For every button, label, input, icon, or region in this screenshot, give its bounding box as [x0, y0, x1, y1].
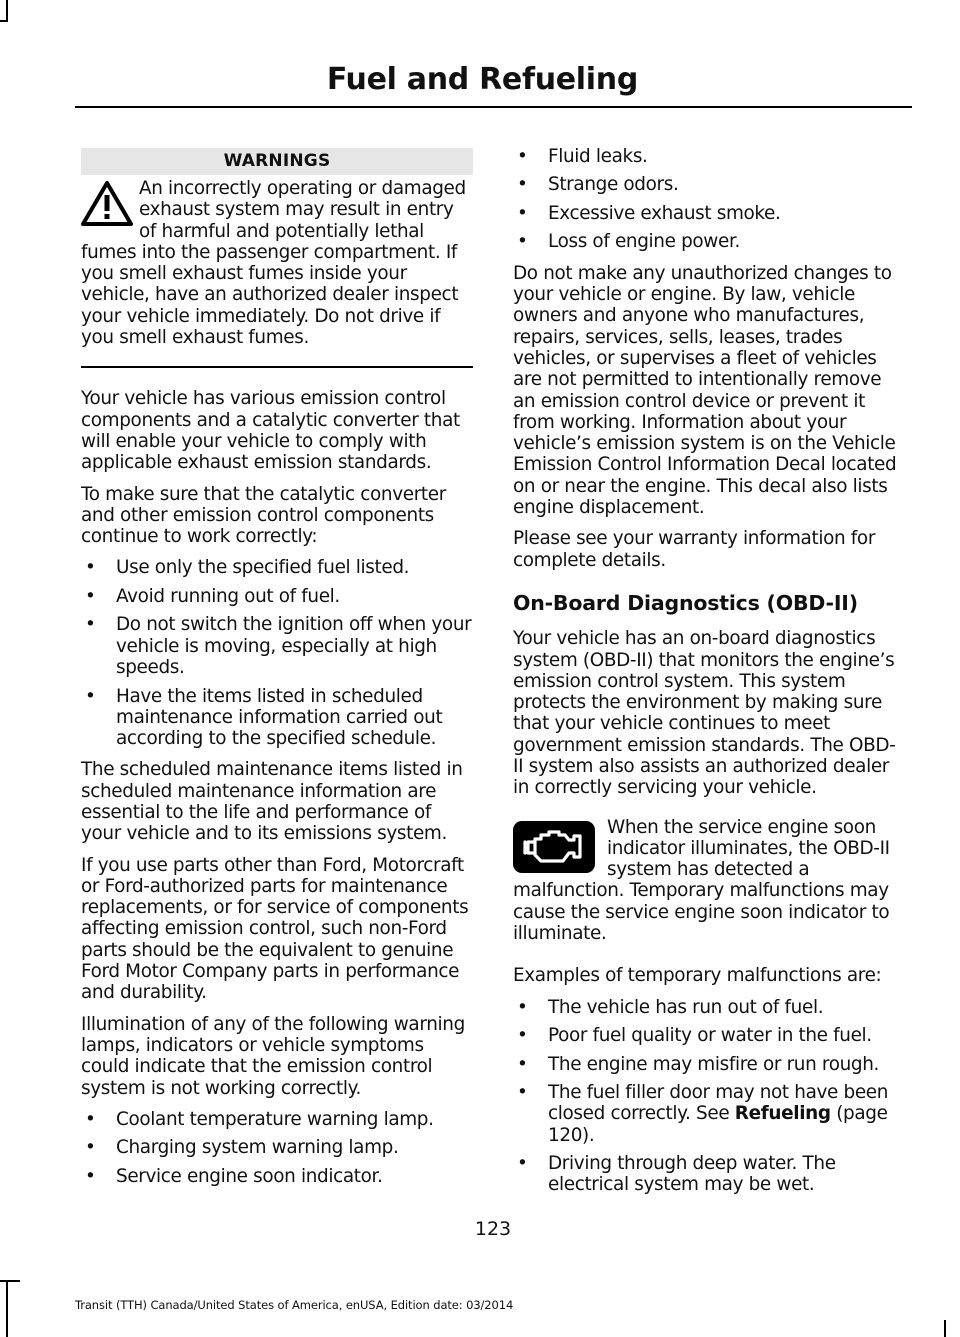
right-column [513, 146, 905, 1206]
paragraph: Please see your warranty information for complete details. [513, 528, 876, 571]
paragraph: Examples of temporary malfunctions are: [513, 965, 882, 987]
list-item: • Do not switch the ignition off when your vehicle is moving, especially at high speeds. [81, 614, 473, 678]
paragraph: If you use parts other than Ford, Motorcraft or Ford-authorized parts for maintenance replacements, or for service of components affecting emission control, such non-Ford parts should be the equivalent to genuine Ford Motor Company parts in performance and durability. [81, 854, 469, 1004]
list-item: • Service engine soon indicator. [81, 1166, 473, 1187]
crop-mark [944, 1320, 946, 1337]
paragraph: Illumination of any of the following warning lamps, indicators or vehicle symptoms could indicate that the emission control system is not working correctly. [81, 1013, 465, 1099]
list-item: • Coolant temperature warning lamp. [81, 1109, 473, 1130]
crop-mark [0, 20, 8, 22]
section-heading: On-Board Diagnostics (OBD-II) [513, 590, 858, 615]
warning-text: An incorrectly operating or damaged exhaust system may result in entry of harmful and potentially lethal fumes into the passenger compartment. If you smell exhaust fumes inside your vehicle, have an authorized dealer inspect your vehicle immediately. Do not drive if you smell exhaust fumes. [81, 178, 466, 349]
warning-body [81, 175, 473, 368]
footer-text: Transit (TTH) Canada/United States of America, enUSA, Edition date: 03/2014 [75, 1298, 514, 1312]
left-column [81, 148, 473, 1197]
header-rule [75, 106, 912, 108]
crop-mark [0, 1280, 20, 1282]
list-item: • Poor fuel quality or water in the fuel. [513, 1025, 905, 1046]
refueling-link[interactable]: Refueling [734, 1103, 831, 1125]
bullet-list [81, 557, 473, 749]
list-item: • Use only the specified fuel listed. [81, 557, 473, 578]
paragraph: Do not make any unauthorized changes to your vehicle or engine. By law, vehicle owners and anyone who manufactures, repairs, services, sells, leases, trades vehicles, or supervises a fleet of vehicles are not permitted to intentionally remove an emission control device or prevent it from working. Information about your vehicle’s emission system is on the Vehicle Emission Control Information Decal located on or near the engine. This decal also lists engine displacement. [513, 262, 897, 519]
bullet-list [513, 997, 905, 1196]
paragraph: To make sure that the catalytic converter and other emission control components continue to work correctly: [81, 483, 446, 548]
crop-mark [6, 1280, 8, 1337]
list-item: • Have the items listed in scheduled maintenance information carried out according to the specified schedule. [81, 686, 473, 750]
page-number: 123 [474, 1218, 512, 1240]
crop-mark [6, 0, 8, 20]
list-item: • Excessive exhaust smoke. [513, 203, 905, 224]
warning-heading: WARNINGS [81, 148, 473, 175]
list-item: • Driving through deep water. The electrical system may be wet. [513, 1153, 905, 1196]
list-item-text: (page 120). [548, 1103, 888, 1146]
warning-triangle-icon [81, 180, 133, 228]
check-engine-icon [513, 821, 595, 873]
list-item-text: The fuel filler door may not have been closed correctly. See [548, 1082, 889, 1125]
list-item: • The vehicle has run out of fuel. [513, 997, 905, 1018]
list-item: • The engine may misfire or run rough. [513, 1054, 905, 1075]
list-item: • Fluid leaks. [513, 146, 905, 167]
page-title: Fuel and Refueling [326, 62, 638, 97]
paragraph: When the service engine soon indicator illuminates, the OBD-II system has detected a malfunction. Temporary malfunctions may cause the service engine soon indicator to illuminate. [513, 816, 890, 945]
list-item: • Strange odors. [513, 174, 905, 195]
list-item: • Avoid running out of fuel. [81, 586, 473, 607]
bullet-list [81, 1109, 473, 1187]
list-item: • Loss of engine power. [513, 231, 905, 252]
list-item [513, 1082, 905, 1146]
paragraph: Your vehicle has an on-board diagnostics system (OBD-II) that monitors the engine’s emission control system. This system protects the environment by making sure that your vehicle continues to meet government emission standards. The OBD-II system also assists an authorized dealer in correctly servicing your vehicle. [513, 628, 896, 799]
paragraph: Your vehicle has various emission control components and a catalytic converter that will enable your vehicle to comply with applicable exhaust emission standards. [81, 388, 460, 474]
bullet-list [513, 146, 905, 253]
paragraph: The scheduled maintenance items listed in scheduled maintenance information are essential to the life and performance of your vehicle and to its emissions system. [81, 759, 463, 845]
warning-box [81, 148, 473, 368]
check-engine-icon [521, 827, 587, 867]
engine-indicator-block [513, 817, 905, 945]
list-item: • Charging system warning lamp. [81, 1137, 473, 1158]
page-header [0, 58, 960, 110]
